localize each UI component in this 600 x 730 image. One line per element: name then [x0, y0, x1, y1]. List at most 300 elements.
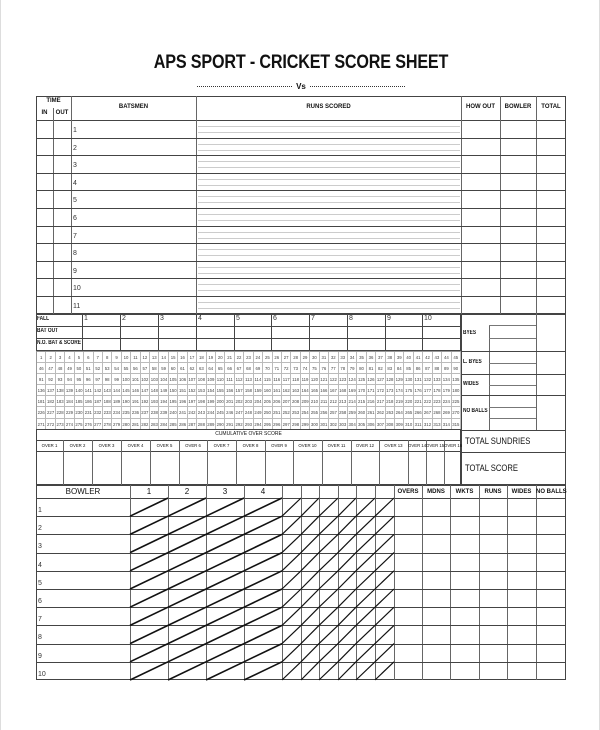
run-tally-cell[interactable]: 13 — [150, 352, 159, 363]
run-tally-cell[interactable]: 88 — [433, 363, 442, 374]
run-tally-cell[interactable]: 138 — [56, 385, 65, 396]
run-tally-cell[interactable]: 117 — [282, 374, 291, 385]
run-tally-cell[interactable]: 130 — [404, 374, 413, 385]
run-tally-cell[interactable]: 9 — [112, 352, 121, 363]
run-tally-cell[interactable]: 8 — [103, 352, 112, 363]
run-tally-cell[interactable]: 42 — [423, 352, 432, 363]
run-tally-cell[interactable]: 25 — [263, 352, 272, 363]
run-tally-cell[interactable]: 219 — [395, 396, 404, 407]
run-tally-cell[interactable]: 18 — [197, 352, 206, 363]
run-tally-cell[interactable]: 90 — [452, 363, 461, 374]
run-tally-cell[interactable]: 264 — [395, 407, 404, 418]
run-tally-cell[interactable]: 229 — [65, 407, 74, 418]
run-tally-cell[interactable]: 129 — [395, 374, 404, 385]
run-tally-cell[interactable]: 146 — [131, 385, 140, 396]
run-tally-cell[interactable]: 208 — [291, 396, 300, 407]
run-tally-cell[interactable]: 160 — [263, 385, 272, 396]
run-tally-cell[interactable]: 84 — [395, 363, 404, 374]
run-tally-cell[interactable]: 43 — [433, 352, 442, 363]
run-tally-cell[interactable]: 285 — [169, 419, 178, 430]
run-tally-cell[interactable]: 51 — [84, 363, 93, 374]
run-tally-cell[interactable]: 80 — [357, 363, 366, 374]
run-tally-cell[interactable]: 114 — [254, 374, 263, 385]
run-tally-cell[interactable]: 154 — [207, 385, 216, 396]
run-tally-cell[interactable]: 238 — [150, 407, 159, 418]
run-tally-cell[interactable]: 29 — [301, 352, 310, 363]
run-tally-cell[interactable]: 254 — [301, 407, 310, 418]
run-tally-cell[interactable]: 155 — [216, 385, 225, 396]
run-tally-cell[interactable]: 249 — [254, 407, 263, 418]
run-tally-cell[interactable]: 204 — [254, 396, 263, 407]
run-tally-cell[interactable]: 200 — [216, 396, 225, 407]
run-tally-cell[interactable]: 99 — [112, 374, 121, 385]
run-tally-cell[interactable]: 50 — [75, 363, 84, 374]
run-tally-cell[interactable]: 296 — [273, 419, 282, 430]
run-tally-cell[interactable]: 102 — [141, 374, 150, 385]
run-tally-cell[interactable]: 7 — [94, 352, 103, 363]
run-tally-cell[interactable]: 224 — [442, 396, 451, 407]
run-tally-cell[interactable]: 289 — [207, 419, 216, 430]
run-tally-cell[interactable]: 149 — [159, 385, 168, 396]
run-tally-cell[interactable]: 269 — [442, 407, 451, 418]
run-tally-cell[interactable]: 115 — [263, 374, 272, 385]
run-tally-cell[interactable]: 182 — [46, 396, 55, 407]
run-tally-cell[interactable]: 116 — [273, 374, 282, 385]
run-tally-cell[interactable]: 202 — [235, 396, 244, 407]
run-tally-cell[interactable]: 94 — [65, 374, 74, 385]
run-tally-cell[interactable]: 156 — [225, 385, 234, 396]
run-tally-cell[interactable]: 207 — [282, 396, 291, 407]
run-tally-cell[interactable]: 163 — [291, 385, 300, 396]
run-tally-cell[interactable]: 86 — [414, 363, 423, 374]
run-tally-cell[interactable]: 118 — [291, 374, 300, 385]
run-tally-cell[interactable]: 56 — [131, 363, 140, 374]
run-tally-cell[interactable]: 280 — [122, 419, 131, 430]
run-tally-cell[interactable]: 113 — [244, 374, 253, 385]
run-tally-cell[interactable]: 255 — [310, 407, 319, 418]
run-tally-cell[interactable]: 236 — [131, 407, 140, 418]
run-tally-cell[interactable]: 271 — [37, 419, 46, 430]
run-tally-cell[interactable]: 294 — [254, 419, 263, 430]
run-tally-cell[interactable]: 260 — [357, 407, 366, 418]
run-tally-cell[interactable]: 82 — [376, 363, 385, 374]
run-tally-cell[interactable]: 32 — [329, 352, 338, 363]
run-tally-cell[interactable]: 307 — [376, 419, 385, 430]
run-tally-cell[interactable]: 172 — [376, 385, 385, 396]
run-tally-cell[interactable]: 170 — [357, 385, 366, 396]
run-tally-cell[interactable]: 230 — [75, 407, 84, 418]
run-tally-cell[interactable]: 256 — [320, 407, 329, 418]
run-tally-cell[interactable]: 95 — [75, 374, 84, 385]
run-tally-cell[interactable]: 124 — [348, 374, 357, 385]
run-tally-cell[interactable]: 93 — [56, 374, 65, 385]
run-tally-cell[interactable]: 304 — [348, 419, 357, 430]
run-tally-cell[interactable]: 240 — [169, 407, 178, 418]
run-tally-cell[interactable]: 12 — [141, 352, 150, 363]
run-tally-cell[interactable]: 147 — [141, 385, 150, 396]
run-tally-cell[interactable]: 261 — [367, 407, 376, 418]
run-tally-cell[interactable]: 245 — [216, 407, 225, 418]
run-tally-cell[interactable]: 194 — [159, 396, 168, 407]
run-tally-cell[interactable]: 134 — [442, 374, 451, 385]
run-tally-cell[interactable]: 241 — [178, 407, 187, 418]
run-tally-cell[interactable]: 10 — [122, 352, 131, 363]
run-tally-cell[interactable]: 193 — [150, 396, 159, 407]
run-tally-cell[interactable]: 268 — [433, 407, 442, 418]
run-tally-cell[interactable]: 60 — [169, 363, 178, 374]
run-tally-cell[interactable]: 150 — [169, 385, 178, 396]
run-tally-cell[interactable]: 305 — [357, 419, 366, 430]
run-tally-cell[interactable]: 246 — [225, 407, 234, 418]
run-tally-cell[interactable]: 263 — [386, 407, 395, 418]
run-tally-cell[interactable]: 266 — [414, 407, 423, 418]
run-tally-cell[interactable]: 259 — [348, 407, 357, 418]
run-tally-cell[interactable]: 168 — [339, 385, 348, 396]
run-tally-cell[interactable]: 291 — [225, 419, 234, 430]
run-tally-cell[interactable]: 98 — [103, 374, 112, 385]
run-tally-cell[interactable]: 39 — [395, 352, 404, 363]
run-tally-cell[interactable]: 209 — [301, 396, 310, 407]
run-tally-cell[interactable]: 131 — [414, 374, 423, 385]
run-tally-cell[interactable]: 177 — [423, 385, 432, 396]
run-tally-cell[interactable]: 144 — [112, 385, 121, 396]
run-tally-cell[interactable]: 83 — [386, 363, 395, 374]
run-tally-cell[interactable]: 62 — [188, 363, 197, 374]
run-tally-cell[interactable]: 223 — [433, 396, 442, 407]
run-tally-cell[interactable]: 21 — [225, 352, 234, 363]
run-tally-cell[interactable]: 239 — [159, 407, 168, 418]
run-tally-cell[interactable]: 108 — [197, 374, 206, 385]
run-tally-cell[interactable]: 278 — [103, 419, 112, 430]
run-tally-cell[interactable]: 28 — [291, 352, 300, 363]
run-tally-cell[interactable]: 69 — [254, 363, 263, 374]
run-tally-cell[interactable]: 40 — [404, 352, 413, 363]
run-tally-cell[interactable]: 64 — [207, 363, 216, 374]
run-tally-cell[interactable]: 310 — [404, 419, 413, 430]
run-tally-cell[interactable]: 36 — [367, 352, 376, 363]
run-tally-cell[interactable]: 127 — [376, 374, 385, 385]
run-tally-cell[interactable]: 262 — [376, 407, 385, 418]
run-tally-cell[interactable]: 1 — [37, 352, 46, 363]
run-tally-cell[interactable]: 247 — [235, 407, 244, 418]
run-tally-cell[interactable]: 77 — [329, 363, 338, 374]
run-tally-cell[interactable]: 298 — [291, 419, 300, 430]
run-tally-cell[interactable]: 159 — [254, 385, 263, 396]
run-tally-cell[interactable]: 143 — [103, 385, 112, 396]
run-tally-cell[interactable]: 120 — [310, 374, 319, 385]
run-tally-cell[interactable]: 96 — [84, 374, 93, 385]
run-tally-cell[interactable]: 104 — [159, 374, 168, 385]
run-tally-cell[interactable]: 183 — [56, 396, 65, 407]
run-tally-cell[interactable]: 250 — [263, 407, 272, 418]
run-tally-cell[interactable]: 121 — [320, 374, 329, 385]
run-tally-cell[interactable]: 173 — [386, 385, 395, 396]
run-tally-cell[interactable]: 290 — [216, 419, 225, 430]
run-tally-cell[interactable]: 110 — [216, 374, 225, 385]
run-tally-cell[interactable]: 157 — [235, 385, 244, 396]
run-tally-cell[interactable]: 48 — [56, 363, 65, 374]
run-tally-cell[interactable]: 106 — [178, 374, 187, 385]
run-tally-cell[interactable]: 279 — [112, 419, 121, 430]
run-tally-cell[interactable]: 187 — [94, 396, 103, 407]
run-tally-cell[interactable]: 197 — [188, 396, 197, 407]
run-tally-cell[interactable]: 188 — [103, 396, 112, 407]
run-tally-cell[interactable]: 74 — [301, 363, 310, 374]
run-tally-cell[interactable]: 105 — [169, 374, 178, 385]
run-tally-cell[interactable]: 231 — [84, 407, 93, 418]
run-tally-cell[interactable]: 180 — [452, 385, 461, 396]
run-tally-cell[interactable]: 68 — [244, 363, 253, 374]
run-tally-cell[interactable]: 203 — [244, 396, 253, 407]
run-tally-cell[interactable]: 286 — [178, 419, 187, 430]
run-tally-cell[interactable]: 213 — [339, 396, 348, 407]
run-tally-cell[interactable]: 308 — [386, 419, 395, 430]
run-tally-cell[interactable]: 301 — [320, 419, 329, 430]
run-tally-cell[interactable]: 133 — [433, 374, 442, 385]
run-tally-cell[interactable]: 311 — [414, 419, 423, 430]
run-tally-cell[interactable]: 186 — [84, 396, 93, 407]
run-tally-cell[interactable]: 257 — [329, 407, 338, 418]
run-tally-cell[interactable]: 49 — [65, 363, 74, 374]
run-tally-cell[interactable]: 175 — [404, 385, 413, 396]
run-tally-cell[interactable]: 243 — [197, 407, 206, 418]
run-tally-cell[interactable]: 176 — [414, 385, 423, 396]
run-tally-cell[interactable]: 54 — [112, 363, 121, 374]
run-tally-cell[interactable]: 299 — [301, 419, 310, 430]
run-tally-cell[interactable]: 59 — [159, 363, 168, 374]
run-tally-cell[interactable]: 41 — [414, 352, 423, 363]
run-tally-cell[interactable]: 15 — [169, 352, 178, 363]
run-tally-cell[interactable]: 139 — [65, 385, 74, 396]
run-tally-cell[interactable]: 282 — [141, 419, 150, 430]
run-tally-cell[interactable]: 169 — [348, 385, 357, 396]
run-tally-cell[interactable]: 312 — [423, 419, 432, 430]
run-tally-cell[interactable]: 153 — [197, 385, 206, 396]
run-tally-cell[interactable]: 293 — [244, 419, 253, 430]
run-tally-cell[interactable]: 140 — [75, 385, 84, 396]
run-tally-cell[interactable]: 281 — [131, 419, 140, 430]
run-tally-cell[interactable]: 221 — [414, 396, 423, 407]
run-tally-cell[interactable]: 61 — [178, 363, 187, 374]
run-tally-cell[interactable]: 128 — [386, 374, 395, 385]
run-tally-cell[interactable]: 5 — [75, 352, 84, 363]
run-tally-cell[interactable]: 225 — [452, 396, 461, 407]
run-tally-cell[interactable]: 33 — [339, 352, 348, 363]
run-tally-cell[interactable]: 273 — [56, 419, 65, 430]
run-tally-cell[interactable]: 206 — [273, 396, 282, 407]
run-tally-cell[interactable]: 274 — [65, 419, 74, 430]
run-tally-cell[interactable]: 71 — [273, 363, 282, 374]
run-tally-cell[interactable]: 276 — [84, 419, 93, 430]
run-tally-cell[interactable]: 303 — [339, 419, 348, 430]
run-tally-cell[interactable]: 136 — [37, 385, 46, 396]
run-tally-cell[interactable]: 79 — [348, 363, 357, 374]
run-tally-cell[interactable]: 158 — [244, 385, 253, 396]
run-tally-cell[interactable]: 234 — [112, 407, 121, 418]
run-tally-cell[interactable]: 44 — [442, 352, 451, 363]
run-tally-cell[interactable]: 132 — [423, 374, 432, 385]
run-tally-cell[interactable]: 58 — [150, 363, 159, 374]
run-tally-cell[interactable]: 111 — [225, 374, 234, 385]
run-tally-cell[interactable]: 151 — [178, 385, 187, 396]
run-tally-cell[interactable]: 179 — [442, 385, 451, 396]
run-tally-cell[interactable]: 267 — [423, 407, 432, 418]
run-tally-cell[interactable]: 315 — [452, 419, 461, 430]
run-tally-cell[interactable]: 174 — [395, 385, 404, 396]
run-tally-cell[interactable]: 17 — [188, 352, 197, 363]
run-tally-cell[interactable]: 167 — [329, 385, 338, 396]
run-tally-cell[interactable]: 100 — [122, 374, 131, 385]
run-tally-cell[interactable]: 119 — [301, 374, 310, 385]
run-tally-cell[interactable]: 34 — [348, 352, 357, 363]
run-tally-cell[interactable]: 185 — [75, 396, 84, 407]
run-tally-cell[interactable]: 215 — [357, 396, 366, 407]
run-tally-cell[interactable]: 211 — [320, 396, 329, 407]
run-tally-cell[interactable]: 306 — [367, 419, 376, 430]
run-tally-cell[interactable]: 201 — [225, 396, 234, 407]
run-tally-cell[interactable]: 171 — [367, 385, 376, 396]
run-tally-cell[interactable]: 112 — [235, 374, 244, 385]
run-tally-cell[interactable]: 253 — [291, 407, 300, 418]
run-tally-cell[interactable]: 38 — [386, 352, 395, 363]
run-tally-cell[interactable]: 162 — [282, 385, 291, 396]
run-tally-cell[interactable]: 47 — [46, 363, 55, 374]
run-tally-cell[interactable]: 226 — [37, 407, 46, 418]
run-tally-cell[interactable]: 89 — [442, 363, 451, 374]
run-tally-cell[interactable]: 192 — [141, 396, 150, 407]
run-tally-cell[interactable]: 23 — [244, 352, 253, 363]
run-tally-cell[interactable]: 237 — [141, 407, 150, 418]
run-tally-cell[interactable]: 87 — [423, 363, 432, 374]
run-tally-cell[interactable]: 184 — [65, 396, 74, 407]
run-tally-cell[interactable]: 205 — [263, 396, 272, 407]
run-tally-cell[interactable]: 137 — [46, 385, 55, 396]
run-tally-cell[interactable]: 214 — [348, 396, 357, 407]
run-tally-cell[interactable]: 217 — [376, 396, 385, 407]
run-tally-cell[interactable]: 242 — [188, 407, 197, 418]
run-tally-cell[interactable]: 284 — [159, 419, 168, 430]
run-tally-cell[interactable]: 228 — [56, 407, 65, 418]
run-tally-cell[interactable]: 30 — [310, 352, 319, 363]
run-tally-cell[interactable]: 198 — [197, 396, 206, 407]
run-tally-cell[interactable]: 287 — [188, 419, 197, 430]
run-tally-cell[interactable]: 70 — [263, 363, 272, 374]
run-tally-cell[interactable]: 210 — [310, 396, 319, 407]
run-tally-cell[interactable]: 97 — [94, 374, 103, 385]
run-tally-cell[interactable]: 199 — [207, 396, 216, 407]
run-tally-cell[interactable]: 91 — [37, 374, 46, 385]
run-tally-cell[interactable]: 248 — [244, 407, 253, 418]
run-tally-cell[interactable]: 103 — [150, 374, 159, 385]
run-tally-cell[interactable]: 235 — [122, 407, 131, 418]
run-tally-cell[interactable]: 309 — [395, 419, 404, 430]
run-tally-cell[interactable]: 31 — [320, 352, 329, 363]
run-tally-cell[interactable]: 302 — [329, 419, 338, 430]
run-tally-cell[interactable]: 63 — [197, 363, 206, 374]
run-tally-cell[interactable]: 11 — [131, 352, 140, 363]
run-tally-cell[interactable]: 145 — [122, 385, 131, 396]
run-tally-cell[interactable]: 292 — [235, 419, 244, 430]
run-tally-cell[interactable]: 27 — [282, 352, 291, 363]
run-tally-cell[interactable]: 191 — [131, 396, 140, 407]
run-tally-cell[interactable]: 65 — [216, 363, 225, 374]
run-tally-cell[interactable]: 283 — [150, 419, 159, 430]
run-tally-cell[interactable]: 196 — [178, 396, 187, 407]
run-tally-cell[interactable]: 57 — [141, 363, 150, 374]
run-tally-cell[interactable]: 152 — [188, 385, 197, 396]
run-tally-cell[interactable]: 6 — [84, 352, 93, 363]
run-tally-cell[interactable]: 275 — [75, 419, 84, 430]
run-tally-cell[interactable]: 252 — [282, 407, 291, 418]
run-tally-cell[interactable]: 76 — [320, 363, 329, 374]
run-tally-cell[interactable]: 297 — [282, 419, 291, 430]
run-tally-cell[interactable]: 81 — [367, 363, 376, 374]
run-tally-cell[interactable]: 22 — [235, 352, 244, 363]
run-tally-cell[interactable]: 165 — [310, 385, 319, 396]
run-tally-cell[interactable]: 85 — [404, 363, 413, 374]
run-tally-cell[interactable]: 251 — [273, 407, 282, 418]
run-tally-cell[interactable]: 277 — [94, 419, 103, 430]
run-tally-cell[interactable]: 314 — [442, 419, 451, 430]
run-tally-cell[interactable]: 272 — [46, 419, 55, 430]
run-tally-cell[interactable]: 232 — [94, 407, 103, 418]
run-tally-cell[interactable]: 78 — [339, 363, 348, 374]
run-tally-cell[interactable]: 189 — [112, 396, 121, 407]
run-tally-cell[interactable]: 142 — [94, 385, 103, 396]
run-tally-cell[interactable]: 75 — [310, 363, 319, 374]
run-tally-cell[interactable]: 212 — [329, 396, 338, 407]
run-tally-cell[interactable]: 52 — [94, 363, 103, 374]
run-tally-cell[interactable]: 244 — [207, 407, 216, 418]
run-tally-cell[interactable]: 72 — [282, 363, 291, 374]
run-tally-cell[interactable]: 24 — [254, 352, 263, 363]
run-tally-cell[interactable]: 2 — [46, 352, 55, 363]
run-tally-cell[interactable]: 101 — [131, 374, 140, 385]
run-tally-cell[interactable]: 164 — [301, 385, 310, 396]
run-tally-cell[interactable]: 222 — [423, 396, 432, 407]
run-tally-cell[interactable]: 126 — [367, 374, 376, 385]
run-tally-cell[interactable]: 53 — [103, 363, 112, 374]
run-tally-cell[interactable]: 178 — [433, 385, 442, 396]
run-tally-cell[interactable]: 265 — [404, 407, 413, 418]
run-tally-cell[interactable]: 195 — [169, 396, 178, 407]
run-tally-cell[interactable]: 55 — [122, 363, 131, 374]
run-tally-cell[interactable]: 233 — [103, 407, 112, 418]
run-tally-cell[interactable]: 227 — [46, 407, 55, 418]
run-tally-cell[interactable]: 67 — [235, 363, 244, 374]
run-tally-cell[interactable]: 46 — [37, 363, 46, 374]
run-tally-cell[interactable]: 14 — [159, 352, 168, 363]
run-tally-cell[interactable]: 300 — [310, 419, 319, 430]
run-tally-cell[interactable]: 216 — [367, 396, 376, 407]
run-tally-cell[interactable]: 19 — [207, 352, 216, 363]
run-tally-cell[interactable]: 218 — [386, 396, 395, 407]
run-tally-cell[interactable]: 258 — [339, 407, 348, 418]
run-tally-cell[interactable]: 148 — [150, 385, 159, 396]
run-tally-cell[interactable]: 181 — [37, 396, 46, 407]
run-tally-cell[interactable]: 161 — [273, 385, 282, 396]
run-tally-cell[interactable]: 166 — [320, 385, 329, 396]
run-tally-cell[interactable]: 123 — [339, 374, 348, 385]
run-tally-cell[interactable]: 35 — [357, 352, 366, 363]
run-tally-cell[interactable]: 109 — [207, 374, 216, 385]
run-tally-cell[interactable]: 295 — [263, 419, 272, 430]
run-tally-cell[interactable]: 3 — [56, 352, 65, 363]
run-tally-cell[interactable]: 190 — [122, 396, 131, 407]
run-tally-cell[interactable]: 16 — [178, 352, 187, 363]
run-tally-cell[interactable]: 288 — [197, 419, 206, 430]
run-tally-cell[interactable]: 122 — [329, 374, 338, 385]
